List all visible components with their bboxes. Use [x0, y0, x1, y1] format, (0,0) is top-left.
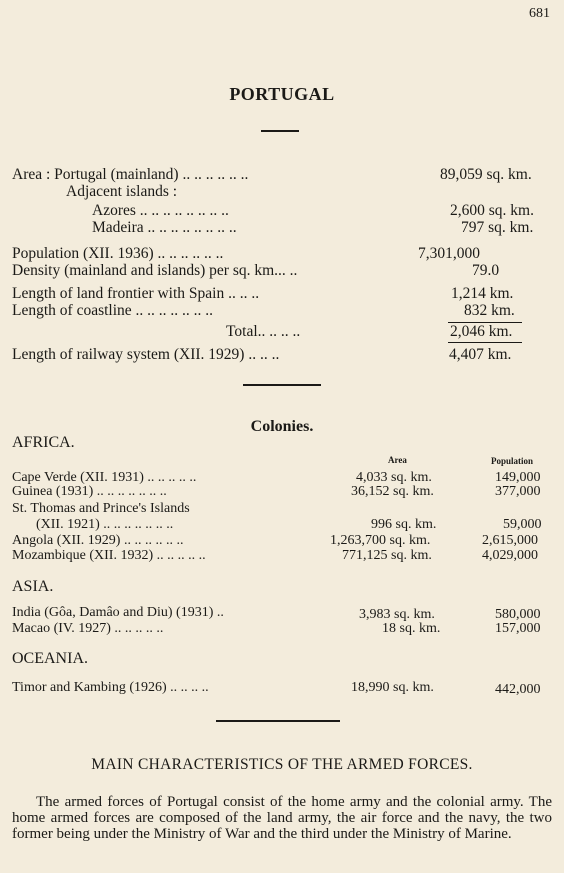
stat-value-madeira: 797 sq. km. [461, 219, 534, 236]
colony-name: St. Thomas and Prince's Islands [12, 501, 190, 516]
stat-label-azores: Azores .. .. .. .. .. .. .. .. [92, 202, 229, 219]
stat-label-population: Population (XII. 1936) .. .. .. .. .. .. [12, 245, 224, 262]
colony-area: 996 sq. km. [371, 517, 437, 532]
stat-value-total: 2,046 km. [450, 323, 513, 340]
colony-area: 771,125 sq. km. [342, 548, 432, 563]
stats-divider [243, 384, 321, 386]
stat-label-madeira: Madeira .. .. .. .. .. .. .. .. [92, 219, 237, 236]
page-title: PORTUGAL [229, 84, 335, 104]
stat-value-density: 79.0 [472, 262, 500, 279]
stat-label-total: Total.. .. .. .. [226, 323, 301, 340]
stat-label-railway: Length of railway system (XII. 1929) .. .. .. [12, 346, 280, 363]
stat-value-azores: 2,600 sq. km. [450, 202, 534, 219]
colony-population: 4,029,000 [482, 548, 538, 563]
region-asia: ASIA. [12, 578, 54, 595]
stat-label-density: Density (mainland and islands) per sq. km... .. [12, 262, 298, 279]
total-underline [448, 342, 522, 343]
stat-value-frontier: 1,214 km. [451, 285, 514, 302]
colony-area: 18,990 sq. km. [351, 680, 434, 695]
colony-population: 2,615,000 [482, 533, 538, 548]
title-divider [261, 130, 299, 132]
colony-population: 157,000 [495, 621, 541, 636]
stat-value-area: 89,059 sq. km. [440, 166, 532, 183]
colonies-divider [216, 720, 340, 722]
stat-label-coastline: Length of coastline .. .. .. .. .. .. .. [12, 302, 214, 319]
colony-name: India (Gôa, Damâo and Diu) (1931) .. [12, 605, 224, 620]
colony-name: Timor and Kambing (1926) .. .. .. .. [12, 680, 209, 695]
colony-area: 18 sq. km. [382, 621, 441, 636]
region-oceania: OCEANIA. [12, 650, 88, 667]
column-header-population: Population [491, 456, 534, 466]
colony-population: 377,000 [495, 484, 541, 499]
section-title: MAIN CHARACTERISTICS OF THE ARMED FORCES. [91, 756, 473, 773]
body-paragraph: The armed forces of Portugal consist of the home army and the colonial army. The home armed forces are composed of the land army, the air force and the navy, the two former being under the Ministry of War and the third under the Ministry of Marine. [12, 794, 552, 842]
region-africa: AFRICA. [12, 434, 75, 451]
stat-label-adjacent: Adjacent islands : [66, 183, 178, 200]
colony-area: 1,263,700 sq. km. [330, 533, 431, 548]
colony-population: 442,000 [495, 682, 541, 697]
colony-population: 59,000 [503, 517, 542, 532]
colony-name: Guinea (1931) .. .. .. .. .. .. .. [12, 484, 167, 499]
page-number: 681 [529, 6, 550, 21]
colony-name: Angola (XII. 1929) .. .. .. .. .. .. [12, 533, 184, 548]
colony-name: Cape Verde (XII. 1931) .. .. .. .. .. [12, 470, 197, 485]
colony-area: 36,152 sq. km. [351, 484, 434, 499]
colony-population: 580,000 [495, 607, 541, 622]
stat-value-railway: 4,407 km. [449, 346, 512, 363]
stat-label-frontier: Length of land frontier with Spain .. .. .. [12, 285, 260, 302]
column-header-area: Area [388, 455, 407, 465]
colony-area: 4,033 sq. km. [356, 470, 432, 485]
stat-label-area: Area : Portugal (mainland) .. .. .. .. .. .. [12, 166, 249, 183]
colony-population: 149,000 [495, 470, 541, 485]
stat-value-population: 7,301,000 [418, 245, 480, 262]
colonies-heading: Colonies. [250, 418, 314, 435]
colony-name: (XII. 1921) .. .. .. .. .. .. .. [36, 517, 174, 532]
colony-name: Macao (IV. 1927) .. .. .. .. .. [12, 621, 164, 636]
colony-name: Mozambique (XII. 1932) .. .. .. .. .. [12, 548, 206, 563]
colony-area: 3,983 sq. km. [359, 607, 435, 622]
stat-value-coastline: 832 km. [464, 302, 515, 319]
